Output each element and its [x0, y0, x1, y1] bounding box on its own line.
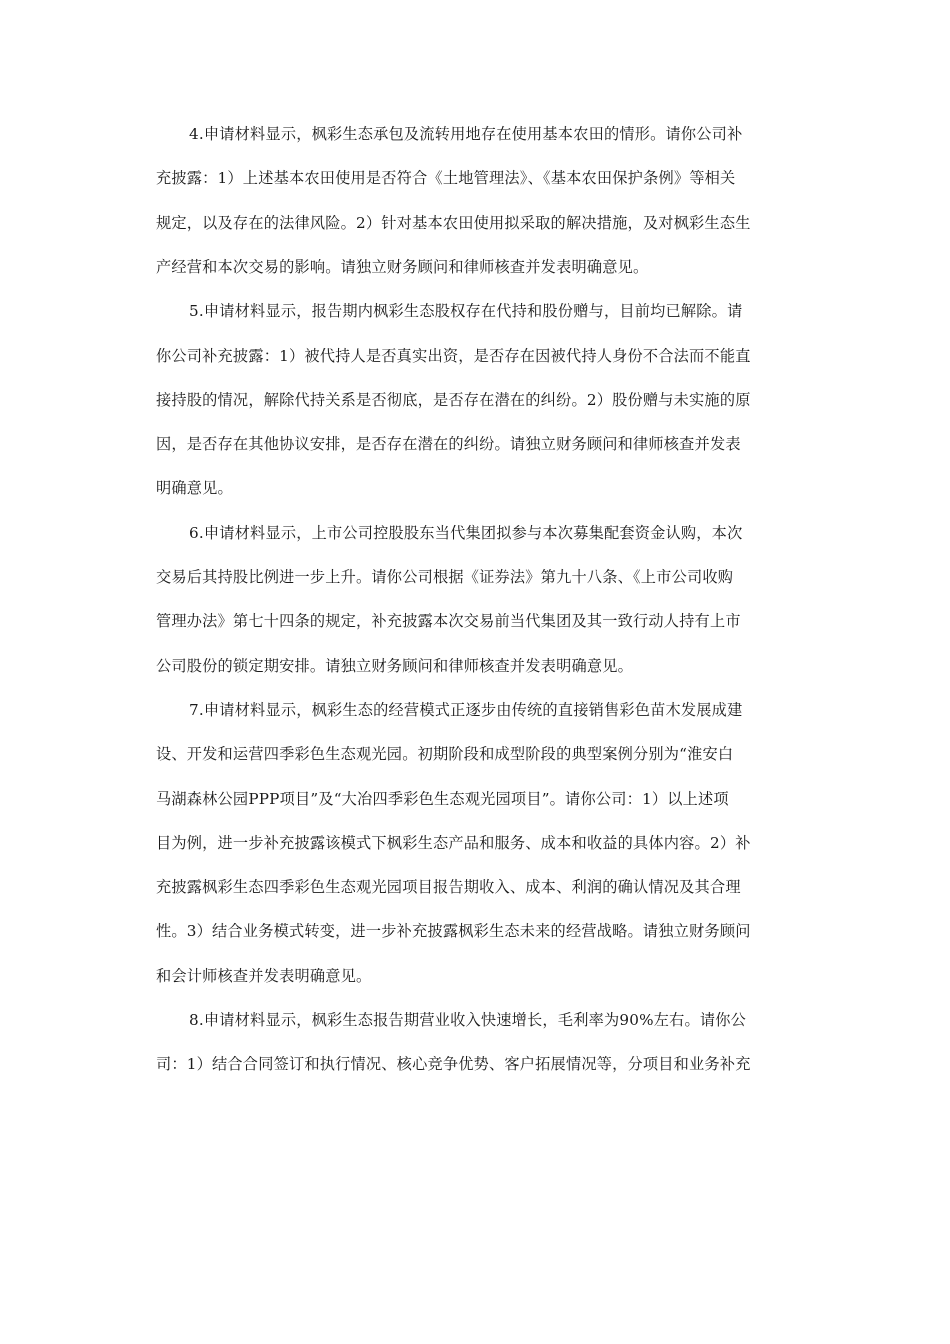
paragraph-line: 司：1）结合合同签订和执行情况、核心竞争优势、客户拓展情况等，分项目和业务补充 — [156, 1055, 751, 1073]
paragraph-line: 规定，以及存在的法律风险。2）针对基本农田使用拟采取的解决措施，及对枫彩生态生 — [156, 214, 751, 232]
paragraph-line: 性。3）结合业务模式转变，进一步补充披露枫彩生态未来的经营战略。请独立财务顾问 — [156, 922, 751, 940]
paragraph-first-line: 8.申请材料显示，枫彩生态报告期营业收入快速增长，毛利率为90%左右。请你公 — [189, 1011, 747, 1029]
paragraph-line: 充披露：1）上述基本农田使用是否符合《土地管理法》、《基本农田保护条例》等相关 — [156, 169, 736, 187]
paragraph-line: 设、开发和运营四季彩色生态观光园。初期阶段和成型阶段的典型案例分别为“淮安白 — [156, 745, 734, 763]
paragraph-line: 充披露枫彩生态四季彩色生态观光园项目报告期收入、成本、利润的确认情况及其合理 — [156, 878, 741, 896]
paragraph-line: 因，是否存在其他协议安排，是否存在潜在的纠纷。请独立财务顾问和律师核查并发表 — [156, 435, 741, 453]
paragraph-first-line: 6.申请材料显示，上市公司控股股东当代集团拟参与本次募集配套资金认购，本次 — [189, 524, 743, 542]
paragraph-first-line: 7.申请材料显示，枫彩生态的经营模式正逐步由传统的直接销售彩色苗木发展成建 — [189, 701, 743, 719]
paragraph-line: 交易后其持股比例进一步上升。请你公司根据《证券法》第九十八条、《上市公司收购 — [156, 568, 734, 586]
paragraph-line: 产经营和本次交易的影响。请独立财务顾问和律师核查并发表明确意见。 — [156, 258, 649, 276]
paragraph-line: 和会计师核查并发表明确意见。 — [156, 967, 372, 985]
paragraph-line: 公司股份的锁定期安排。请独立财务顾问和律师核查并发表明确意见。 — [156, 657, 634, 675]
paragraph-first-line: 5.申请材料显示，报告期内枫彩生态股权存在代持和股份赠与，目前均已解除。请 — [189, 302, 743, 320]
paragraph-line: 接持股的情况，解除代持关系是否彻底，是否存在潜在的纠纷。2）股份赠与未实施的原 — [156, 391, 751, 409]
paragraph-first-line: 4.申请材料显示，枫彩生态承包及流转用地存在使用基本农田的情形。请你公司补 — [189, 125, 743, 143]
paragraph-line: 明确意见。 — [156, 479, 233, 497]
paragraph-line: 你公司补充披露：1）被代持人是否真实出资，是否存在因被代持人身份不合法而不能直 — [156, 347, 751, 365]
paragraph-line: 马湖森林公园PPP项目”及“大冶四季彩色生态观光园项目”。请你公司：1）以上述项 — [156, 790, 729, 808]
paragraph-line: 目为例，进一步补充披露该模式下枫彩生态产品和服务、成本和收益的具体内容。2）补 — [156, 834, 751, 852]
paragraph-line: 管理办法》第七十四条的规定，补充披露本次交易前当代集团及其一致行动人持有上市 — [156, 612, 741, 630]
